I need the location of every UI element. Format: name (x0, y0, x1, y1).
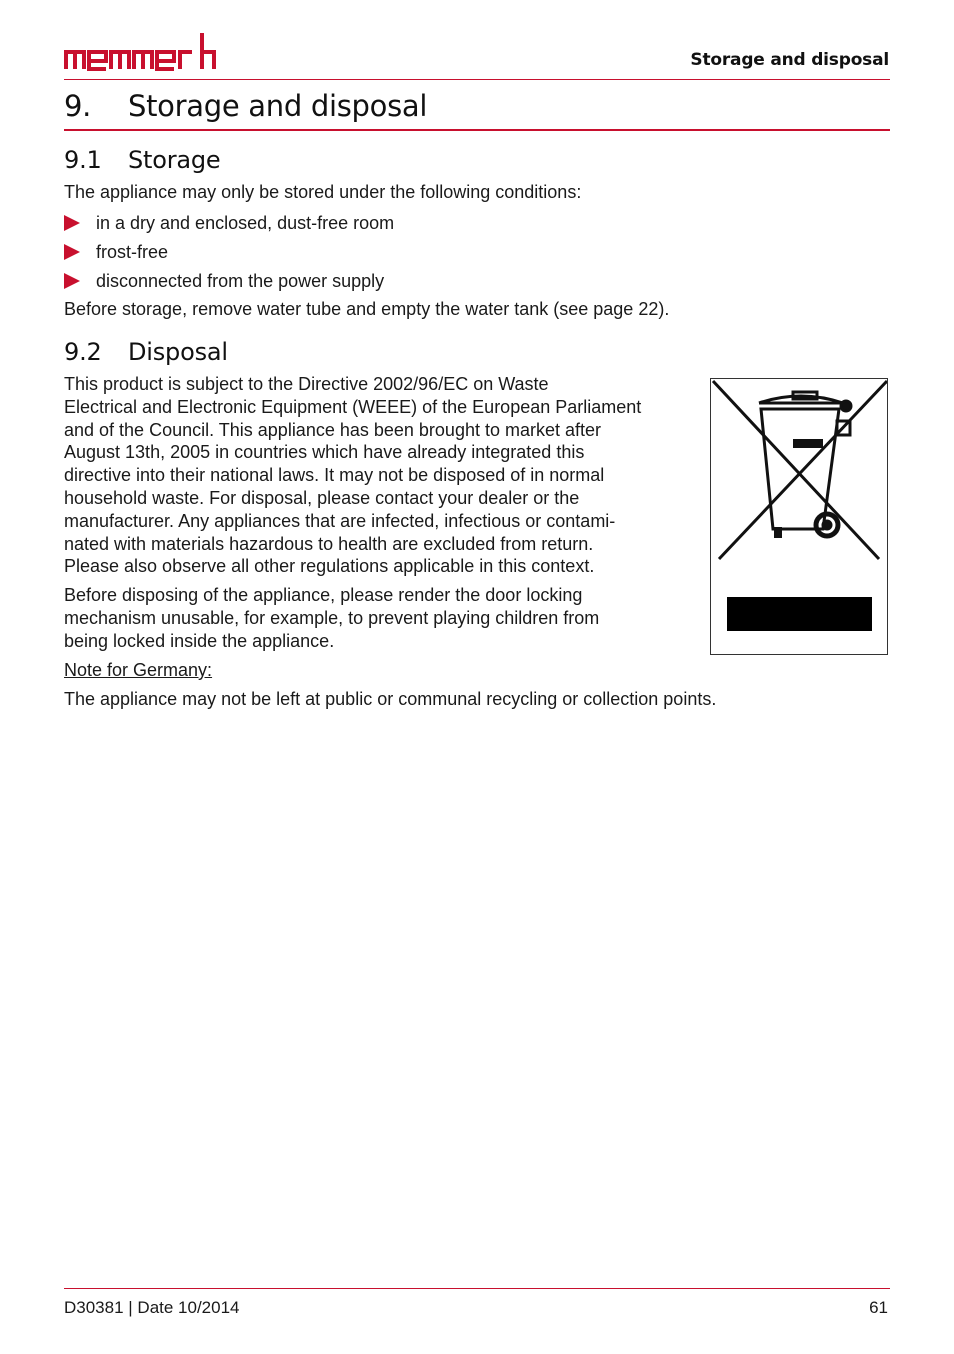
storage-number: 9.1 (64, 146, 102, 174)
text-line: Electrical and Electronic Equipment (WEEE) of the European Parliament (64, 396, 642, 417)
bullet-triangle-icon (64, 273, 80, 289)
text-line: household waste. For disposal, please contact your dealer or the (64, 487, 580, 508)
chapter-number: 9. (64, 89, 92, 123)
chapter-rule (64, 129, 890, 131)
weee-symbol-box (710, 378, 888, 655)
header-rule (64, 79, 890, 80)
text-line: mechanism unusable, for example, to prevent playing children from (64, 607, 600, 628)
text-line: Before disposing of the appliance, please render the door locking (64, 585, 583, 605)
text-line: being locked inside the appliance. (64, 630, 335, 651)
storage-note: Before storage, remove water tube and empty the water tank (see page 22). (64, 299, 670, 319)
list-item (64, 241, 168, 263)
page-number: 61 (869, 1298, 888, 1317)
text-line: Please also observe all other regulations applicable in this context. (64, 556, 595, 577)
list-item-text: disconnected from the power supply (96, 271, 385, 291)
text-line: and of the Council. This appliance has been brought to market after (64, 419, 602, 440)
footer-rule (64, 1288, 890, 1289)
disposal-number: 9.2 (64, 338, 102, 366)
text-line: directive into their national laws. It may not be disposed of in normal (64, 465, 605, 486)
storage-intro: The appliance may only be stored under the following conditions: (64, 182, 582, 202)
disposal-paragraph-2 (64, 584, 694, 652)
list-item (64, 270, 384, 292)
disposal-paragraph-1 (64, 373, 694, 578)
storage-heading (64, 146, 221, 174)
disposal-title: Disposal (128, 338, 228, 366)
bullet-triangle-icon (64, 215, 80, 231)
note-germany-text: The appliance may not be left at public or communal recycling or collection points. (64, 689, 717, 709)
chapter-heading (64, 89, 427, 123)
text-line: manufacturer. Any appliances that are infected, infectious or contami- (64, 510, 616, 531)
memmert-logo (64, 31, 216, 75)
note-germany-label: Note for Germany: (64, 660, 213, 680)
text-line: nated with materials hazardous to health are excluded from return. (64, 533, 594, 554)
weee-crossed-bin-icon (711, 379, 887, 654)
storage-title: Storage (128, 146, 221, 174)
logo-icon (64, 31, 216, 71)
chapter-title: Storage and disposal (128, 89, 428, 123)
text-line: August 13th, 2005 in countries which have already integrated this (64, 442, 585, 463)
disposal-heading (64, 338, 228, 366)
footer-doc-info: D30381 | Date 10/2014 (64, 1298, 240, 1317)
list-item-text: frost-free (96, 242, 169, 262)
text-line: This product is subject to the Directive 2002/96/EC on Waste (64, 374, 549, 394)
list-item-text: in a dry and enclosed, dust-free room (96, 213, 395, 233)
bullet-triangle-icon (64, 244, 80, 260)
list-item (64, 212, 394, 234)
header-section-title: Storage and disposal (690, 50, 889, 70)
